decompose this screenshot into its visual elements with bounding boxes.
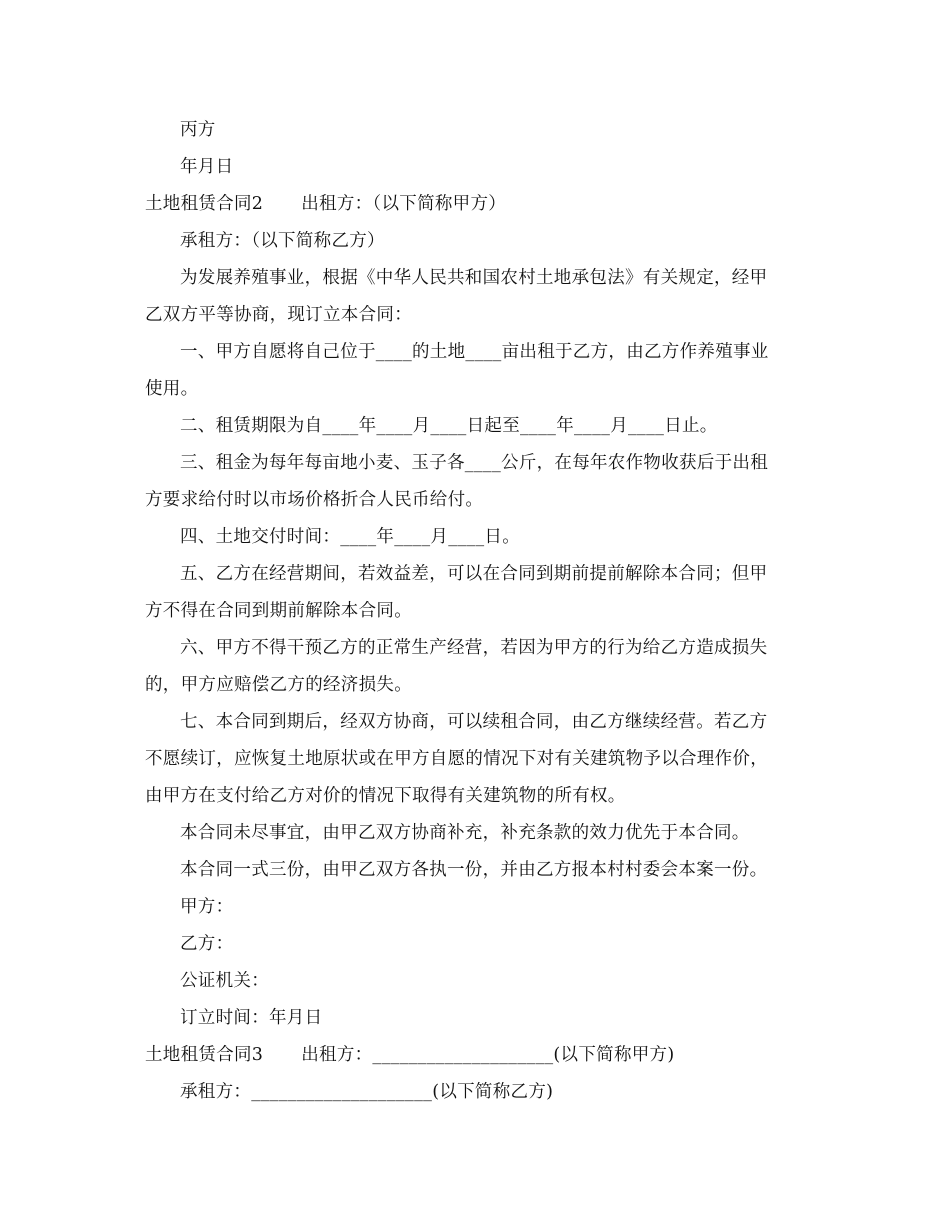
date-line: 年月日 [180,157,234,177]
contract-3-lessor-line: 出租方：____________________(以下简称甲方) [301,1045,675,1065]
contract-3-title: 土地租赁合同3 [145,1045,264,1065]
signing-date: 订立时间：年月日 [180,1008,323,1028]
clause-5-line-2: 方不得在合同到期前解除本合同。 [145,601,412,621]
notary-label: 公证机关： [180,971,269,991]
supplement-clause: 本合同未尽事宜，由甲乙双方协商补充，补充条款的效力优先于本合同。 [180,823,750,843]
clause-1-line-2: 使用。 [145,379,199,399]
contract-2-heading [145,192,805,216]
party-c-label: 丙方 [180,120,216,140]
lessor-line: 出租方：（以下简称甲方） [301,194,507,214]
clause-4: 四、土地交付时间：____年____月____日。 [180,527,520,547]
party-a-signature: 甲方： [180,897,234,917]
clause-2: 二、租赁期限为自____年____月____日起至____年____月____日止。 [180,416,718,436]
clause-1-line-1: 一、甲方自愿将自己位于____的土地____亩出租于乙方，由乙方作养殖事业 [180,342,769,362]
contract-2-title: 土地租赁合同2 [145,194,264,214]
clause-3-line-1: 三、租金为每年每亩地小麦、玉子各____公斤，在每年农作物收获后于出租 [180,453,768,473]
copies-clause: 本合同一式三份，由甲乙双方各执一份，并由乙方报本村村委会本案一份。 [180,860,768,880]
preamble-line-2: 乙双方平等协商，现订立本合同： [145,305,412,325]
clause-7-line-1: 七、本合同到期后，经双方协商，可以续租合同，由乙方继续经营。若乙方 [180,712,768,732]
preamble-line-1: 为发展养殖事业，根据《中华人民共和国农村土地承包法》有关规定，经甲 [180,268,768,288]
lessee-line: 承租方：（以下简称乙方） [180,231,385,251]
clause-5-line-1: 五、乙方在经营期间，若效益差，可以在合同到期前提前解除本合同；但甲 [180,564,768,584]
clause-6-line-2: 的，甲方应赔偿乙方的经济损失。 [145,675,412,695]
contract-3-lessee-line: 承租方：____________________(以下简称乙方) [180,1082,554,1102]
contract-3-heading [145,1043,805,1067]
party-b-signature: 乙方： [180,934,234,954]
clause-6-line-1: 六、甲方不得干预乙方的正常生产经营，若因为甲方的行为给乙方造成损失 [180,638,768,658]
clause-7-line-2: 不愿续订，应恢复土地原状或在甲方自愿的情况下对有关建筑物予以合理作价， [145,749,768,769]
clause-3-line-2: 方要求给付时以市场价格折合人民币给付。 [145,490,484,510]
clause-7-line-3: 由甲方在支付给乙方对价的情况下取得有关建筑物的所有权。 [145,786,626,806]
